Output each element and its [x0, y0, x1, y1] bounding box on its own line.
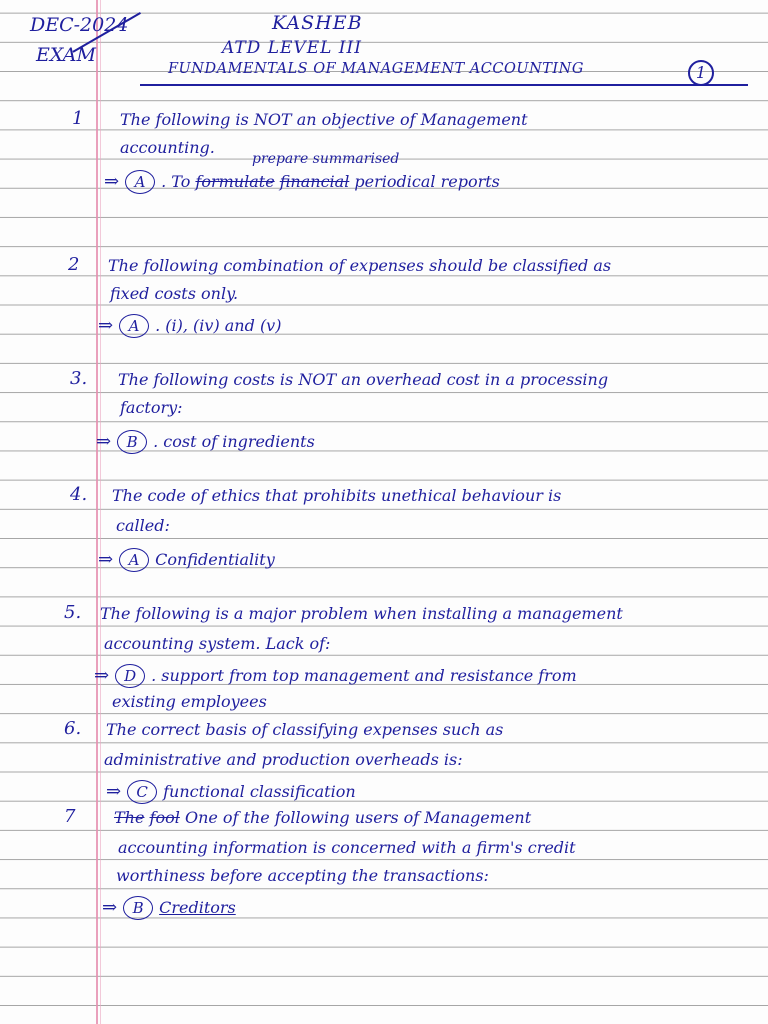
answer-arrow-icon: ⇒ — [96, 431, 112, 452]
answer-arrow-icon: ⇒ — [106, 781, 122, 802]
answer-arrow-icon: ⇒ — [94, 665, 110, 686]
question-5-answer — [94, 664, 577, 688]
answer-choice-circle: C — [127, 780, 157, 804]
header-student-name: KASHEB — [272, 12, 363, 34]
question-6-answer — [106, 780, 356, 804]
header-exam: EXAM — [36, 44, 96, 66]
question-7-line-1 — [114, 810, 531, 826]
question-2-line-2: fixed costs only. — [110, 284, 239, 303]
question-5-number: 5. — [64, 602, 82, 623]
answer-text: Confidentiality — [155, 550, 275, 569]
answer-choice-circle: D — [115, 664, 145, 688]
struck-word-2: fool — [149, 808, 180, 827]
answer-struck-word-1: formulate — [195, 172, 275, 191]
question-5-line-1: The following is a major problem when installing a management — [100, 604, 623, 623]
question-4-number: 4. — [70, 484, 88, 505]
question-6-number: 6. — [64, 718, 82, 739]
answer-text: . (i), (iv) and (v) — [155, 316, 282, 335]
question-7-number: 7 — [64, 806, 76, 827]
answer-choice-circle: A — [125, 170, 155, 194]
answer-arrow-icon: ⇒ — [102, 897, 118, 918]
question-4-line-1: The code of ethics that prohibits unethical behaviour is — [112, 486, 562, 505]
answer-arrow-icon: ⇒ — [98, 549, 114, 570]
header-date: DEC-2024 — [30, 14, 129, 36]
question-1-line-2: accounting. — [120, 138, 215, 157]
answer-text: periodical reports — [354, 172, 500, 191]
question-3-number: 3. — [70, 368, 88, 389]
margin-line — [96, 0, 98, 1024]
question-7-line-3: worthiness before accepting the transactions: — [116, 866, 489, 885]
question-1-number: 1 — [72, 108, 84, 129]
question-1-line-1: The following is NOT an objective of Management — [120, 110, 528, 129]
answer-choice-circle: B — [117, 430, 147, 454]
answer-text: . support from top management and resistance from — [151, 666, 577, 685]
question-2-answer — [98, 314, 281, 338]
answer-arrow-icon: ⇒ — [98, 315, 114, 336]
question-3-line-2: factory: — [120, 398, 183, 417]
question-4-line-2: called: — [116, 516, 170, 535]
question-1-insertion: prepare summarised — [252, 151, 400, 167]
answer-text: functional classification — [163, 782, 356, 801]
struck-word: The — [114, 808, 145, 827]
header-page-number: 1 — [688, 60, 714, 86]
answer-text: . cost of ingredients — [153, 432, 315, 451]
question-5-answer-continued: existing employees — [112, 692, 267, 711]
answer-choice-circle: A — [119, 314, 149, 338]
question-2-number: 2 — [68, 254, 80, 275]
question-4-answer — [98, 548, 275, 572]
header-subject: FUNDAMENTALS OF MANAGEMENT ACCOUNTING — [168, 61, 584, 77]
margin-line-secondary — [100, 0, 101, 1024]
answer-choice-circle: A — [119, 548, 149, 572]
answer-choice-circle: B — [123, 896, 153, 920]
question-1-answer — [104, 170, 500, 194]
answer-struck-word-2: financial — [279, 172, 350, 191]
header-level: ATD LEVEL III — [222, 38, 362, 58]
question-7-answer — [102, 896, 236, 920]
answer-arrow-icon: ⇒ — [104, 171, 120, 192]
question-2-line-1: The following combination of expenses should be classified as — [108, 256, 612, 275]
question-6-line-2: administrative and production overheads is: — [104, 750, 463, 769]
answer-prefix: . To — [161, 172, 191, 191]
question-7-line-1-text: One of the following users of Management — [184, 808, 532, 827]
answer-text: Creditors — [159, 898, 236, 917]
question-3-line-1: The following costs is NOT an overhead cost in a processing — [118, 370, 609, 389]
header-underline — [140, 84, 748, 86]
question-7-line-2: accounting information is concerned with a firm's credit — [118, 838, 576, 857]
question-6-line-1: The correct basis of classifying expenses such as — [106, 720, 504, 739]
question-3-answer — [96, 430, 315, 454]
question-5-line-2: accounting system. Lack of: — [104, 634, 331, 653]
